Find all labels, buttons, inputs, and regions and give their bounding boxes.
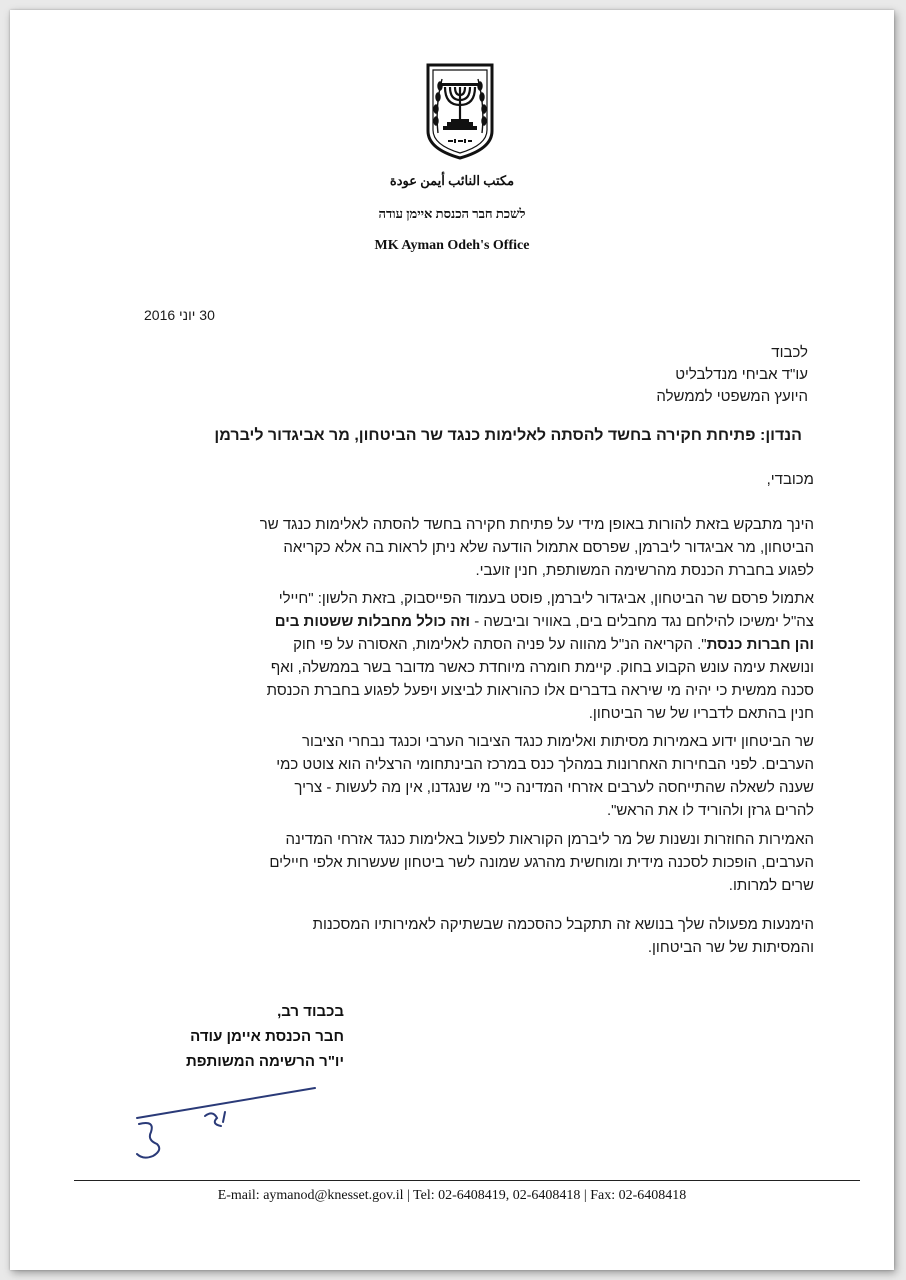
signoff-title: יו"ר הרשימה המשותפת bbox=[185, 1053, 344, 1070]
paragraph-line: הערבים. לפני הבחירות האחרונות במהלך כנס במרכז הבינתחומי הרצליה הוא צוטט כמי bbox=[276, 756, 814, 773]
paragraph-line: האמירות החוזרות ונשנות של מר ליברמן הקוראות לפעול באלימות כנגד אזרחי המדינה bbox=[285, 831, 814, 848]
office-name-english: MK Ayman Odeh's Office bbox=[374, 238, 530, 253]
paragraph-line: שענה לשאלה שהתייחסה לערבים אזרחי המדינה כי" מי שנגדנו, אין מה לעשות - צריך bbox=[294, 779, 814, 796]
paragraph-line: הימנעות מפעולה שלך בנושא זה תתקבל כהסכמה שבשתיקה לאמירותיו המסכנות bbox=[312, 916, 814, 933]
office-name-arabic: مكتب النائب أيمن عودة bbox=[389, 173, 515, 188]
footer-divider bbox=[74, 1180, 860, 1181]
letter-page bbox=[10, 10, 894, 1270]
paragraph-4 bbox=[269, 828, 814, 897]
paragraph-line: והמסיתות של שר הביטחון. bbox=[647, 939, 814, 956]
paragraph-line: להרים גרזן ולהוריד לו את הראש". bbox=[606, 802, 814, 819]
paragraph-text: צה"ל ימשיכו להילחם נגד מחבלים בים, באוויר וביבשה - bbox=[470, 613, 814, 630]
paragraph-line: לפגוע בחברת הכנסת מהרשימה המשותפת, חנין זועבי. bbox=[475, 562, 814, 579]
paragraph-line: הביטחון, מר אביגדור ליברמן, שפרסם אתמול הודעה שלא ניתן לראות בה אלא כקריאה bbox=[283, 539, 814, 556]
signoff-name: חבר הכנסת איימן עודה bbox=[190, 1028, 344, 1045]
emblem-of-israel-icon bbox=[424, 61, 496, 161]
paragraph-3 bbox=[276, 730, 814, 822]
paragraph-bold-text: וזה כולל מחבלות ששטות בים bbox=[274, 613, 471, 630]
paragraph-text: ". הקריאה הנ"ל מהווה על פניה הסתה לאלימות, האסורה על פי חוק bbox=[293, 636, 707, 653]
paragraph-5 bbox=[313, 913, 814, 959]
paragraph-line: סכנה ממשית כי יהיה מי שיראה בדברים אלו כהוראות לביצוע ויפעל לפגוע בחברת הכנסת bbox=[266, 682, 814, 699]
greeting: מכובדי, bbox=[766, 471, 814, 488]
letter-date: 30 יוני 2016 bbox=[144, 307, 215, 323]
paragraph-1 bbox=[260, 513, 814, 582]
paragraph-line: ונושאת עימה עונש הקבוע בחוק. קיימת חומרה מיוחדת כאשר מדובר בשר בממשלה, ואף bbox=[270, 659, 814, 676]
addressee-name: עו"ד אביחי מנדלבליט bbox=[675, 366, 808, 383]
letter-subject: הנדון: פתיחת חקירה בחשד להסתה לאלימות כנגד שר הביטחון, מר אביגדור ליברמן bbox=[214, 427, 802, 444]
office-name-hebrew: לשכת חבר הכנסת איימן עודה bbox=[378, 206, 526, 221]
paragraph-2 bbox=[267, 587, 814, 725]
footer-contact: E-mail: aymanod@knesset.gov.il | Tel: 02-6408419, 02-6408418 | Fax: 02-6408418 bbox=[217, 1188, 687, 1203]
paragraph-line: אתמול פרסם שר הביטחון, אביגדור ליברמן, פוסט בעמוד הפייסבוק, בזאת הלשון: "חיילי bbox=[278, 590, 814, 607]
paragraph-line bbox=[267, 610, 814, 633]
paragraph-line: הינך מתבקש בזאת להורות באופן מידי על פתיחת חקירה בחשד להסתה לאלימות כנגד שר bbox=[259, 516, 814, 533]
paragraph-bold-text: והן חברות כנסת bbox=[706, 636, 814, 653]
addressee-title: היועץ המשפטי לממשלה bbox=[656, 388, 808, 405]
paragraph-line: שר הביטחון ידוע באמירות מסיתות ואלימות כנגד הציבור הערבי וכנגד נבחרי הציבור bbox=[301, 733, 814, 750]
signoff-closing: בכבוד רב, bbox=[277, 1003, 344, 1020]
paragraph-line: שרים למרותו. bbox=[728, 877, 814, 894]
addressee-salutation: לכבוד bbox=[771, 344, 808, 361]
handwritten-signature bbox=[125, 1076, 325, 1166]
paragraph-line: הערבים, הופכות לסכנה מידית ומוחשית מהרגע שמונה לשר ביטחון שעשרות אלפי חיילים bbox=[269, 854, 814, 871]
paragraph-line: חנין בהתאם לדבריו של שר הביטחון. bbox=[588, 705, 814, 722]
paragraph-line bbox=[267, 633, 814, 656]
